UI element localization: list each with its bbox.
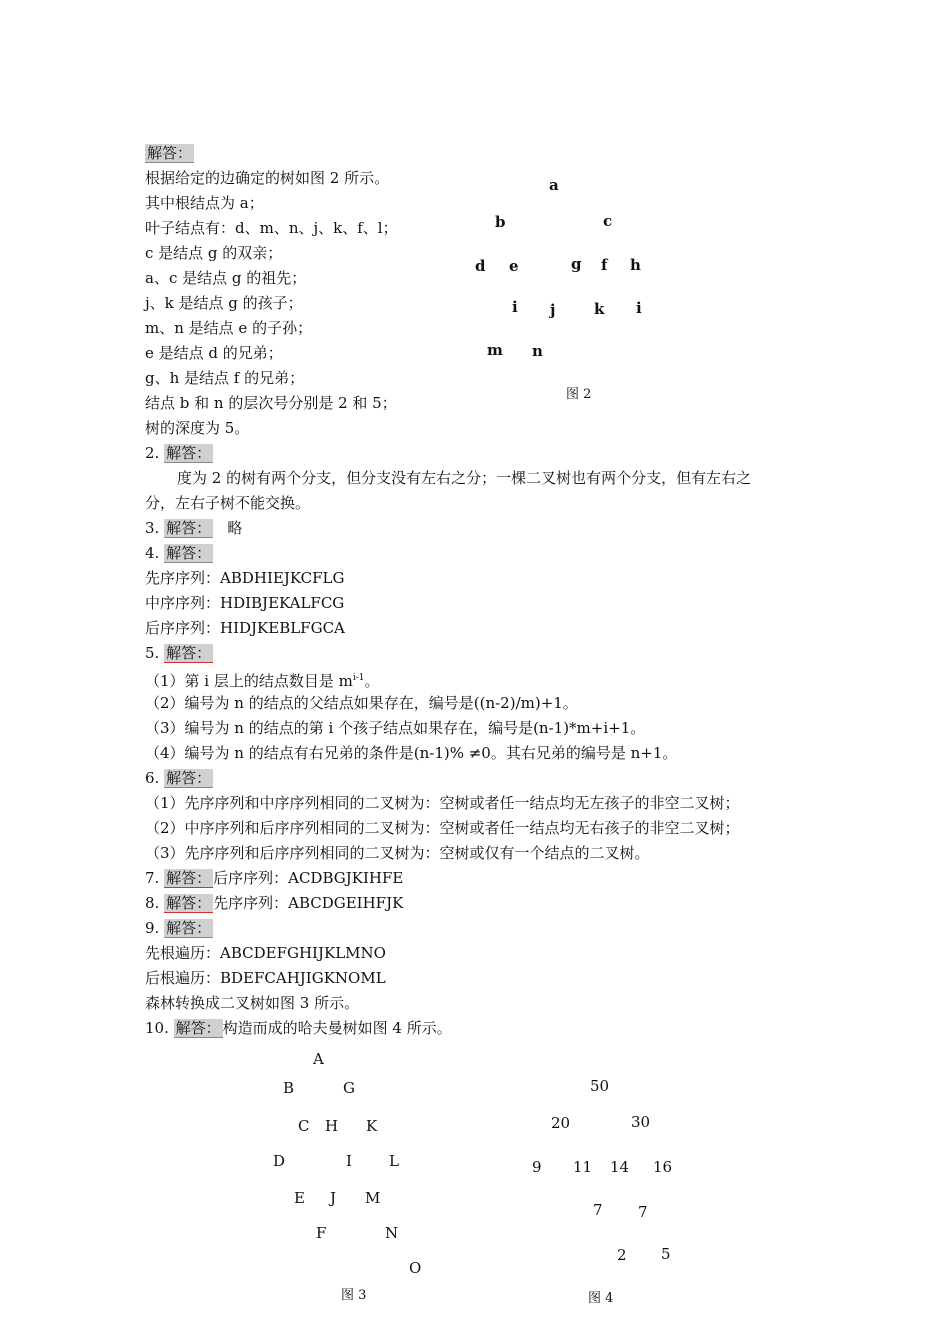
tree-node: b xyxy=(495,213,506,231)
q9-header: 9. 解答： xyxy=(145,919,212,937)
tree-node: M xyxy=(365,1189,381,1207)
s1-line: 结点 b 和 n 的层次号分别是 2 和 5； xyxy=(145,394,397,412)
tree-node: e xyxy=(509,257,519,275)
tree-node: a xyxy=(549,176,559,194)
figure-caption: 图 2 xyxy=(566,387,592,402)
tree-node: J xyxy=(330,1189,337,1207)
tree-node: N xyxy=(385,1224,399,1242)
s9-line: 先根遍历：ABCDEFGHIJKLMNO xyxy=(145,944,386,962)
tree-node: n xyxy=(532,342,543,360)
q8-line: 8. 解答： 先序序列：ABCDGEIHFJK xyxy=(145,894,404,912)
q10-line: 10. 解答： 构造而成的哈夫曼树如图 4 所示。 xyxy=(145,1019,452,1037)
tree-node: 16 xyxy=(653,1158,673,1176)
figure-caption: 图 3 xyxy=(341,1288,367,1303)
s6-line: （2）中序序列和后序序列相同的二叉树为：空树或者任一结点均无右孩子的非空二叉树； xyxy=(145,819,740,837)
tree-node: H xyxy=(325,1117,339,1135)
tree-node: j xyxy=(550,301,556,319)
s1-line: g、h 是结点 f 的兄弟； xyxy=(145,369,305,387)
q5-header: 5. 解答： xyxy=(145,644,212,662)
tree-node: h xyxy=(630,256,641,274)
q3-header: 3. 解答： 略 xyxy=(145,519,243,537)
s2-text: 度为 2 的树有两个分支，但分支没有左右之分；一棵二叉树也有两个分支，但有左右之 xyxy=(177,469,752,487)
tree-node: K xyxy=(366,1117,378,1135)
s1-line: 其中根结点为 a； xyxy=(145,194,264,212)
tree-node: f xyxy=(601,256,608,274)
s9-line: 森林转换成二叉树如图 3 所示。 xyxy=(145,994,360,1012)
s5-line: （3）编号为 n 的结点的第 i 个孩子结点如果存在，编号是(n-1)*m+i+1。 xyxy=(145,719,646,737)
tree-node: O xyxy=(409,1259,422,1277)
s1-line: 叶子结点有：d、m、n、j、k、f、l； xyxy=(145,219,398,237)
tree-node: 9 xyxy=(532,1158,542,1176)
tree-node: i xyxy=(636,299,642,317)
q4-header: 4. 解答： xyxy=(145,544,212,562)
s4-line: 先序序列：ABDHIEJKCFLG xyxy=(145,569,345,587)
s1-line: a、c 是结点 g 的祖先； xyxy=(145,269,307,287)
s5-line: （4）编号为 n 的结点有右兄弟的条件是(n-1)% ≠0。其右兄弟的编号是 n+1。 xyxy=(145,744,678,762)
tree-node: 7 xyxy=(638,1203,648,1221)
tree-node: 30 xyxy=(631,1113,651,1131)
tree-node: C xyxy=(298,1117,310,1135)
s6-line: （1）先序序列和中序序列相同的二叉树为：空树或者任一结点均无左孩子的非空二叉树； xyxy=(145,794,740,812)
tree-node: 7 xyxy=(593,1201,603,1219)
s5-line: （1）第 i 层上的结点数目是 $m^{i-1}$。 xyxy=(145,672,380,690)
s1-line: m、n 是结点 e 的子孙； xyxy=(145,319,313,337)
tree-node: d xyxy=(475,257,486,275)
tree-node: 2 xyxy=(617,1246,627,1264)
s1-line: 根据给定的边确定的树如图 2 所示。 xyxy=(145,169,390,187)
s1-line: j、k 是结点 g 的孩子； xyxy=(145,294,303,312)
s4-line: 后序序列：HIDJKEBLFGCA xyxy=(145,619,345,637)
tree-node: A xyxy=(313,1050,324,1068)
s1-line: 树的深度为 5。 xyxy=(145,419,250,437)
tree-node: 14 xyxy=(610,1158,630,1176)
s1-line: e 是结点 d 的兄弟； xyxy=(145,344,283,362)
tree-node: 11 xyxy=(573,1158,593,1176)
tree-node: m xyxy=(487,341,503,359)
answer-label-1: 解答： xyxy=(147,144,193,162)
tree-node: 5 xyxy=(661,1245,671,1263)
tree-node: E xyxy=(294,1189,305,1207)
tree-node: i xyxy=(512,298,518,316)
q2-header: 2. 解答： xyxy=(145,444,212,462)
tree-node: I xyxy=(346,1152,352,1170)
tree-node: G xyxy=(343,1079,355,1097)
tree-node: c xyxy=(603,212,613,230)
s4-line: 中序序列：HDIBJEKALFCG xyxy=(145,594,345,612)
tree-node: 50 xyxy=(590,1077,610,1095)
s1-line: c 是结点 g 的双亲； xyxy=(145,244,283,262)
tree-node: g xyxy=(571,255,582,273)
q7-line: 7. 解答： 后序序列：ACDBGJKIHFE xyxy=(145,869,404,887)
s9-line: 后根遍历：BDEFCAHJIGKNOML xyxy=(145,969,386,987)
figure-caption: 图 4 xyxy=(588,1291,614,1306)
tree-node: B xyxy=(283,1079,295,1097)
tree-node: L xyxy=(389,1152,399,1170)
tree-node: 20 xyxy=(551,1114,571,1132)
tree-node: k xyxy=(594,300,605,318)
s2-text: 分，左右子树不能交换。 xyxy=(145,494,311,512)
s6-line: （3）先序序列和后序序列相同的二叉树为：空树或仅有一个结点的二叉树。 xyxy=(145,844,650,862)
tree-node: D xyxy=(273,1152,286,1170)
tree-node: F xyxy=(316,1224,327,1242)
q6-header: 6. 解答： xyxy=(145,769,212,787)
s5-line: （2）编号为 n 的结点的父结点如果存在，编号是((n-2)/m)+1。 xyxy=(145,694,578,712)
